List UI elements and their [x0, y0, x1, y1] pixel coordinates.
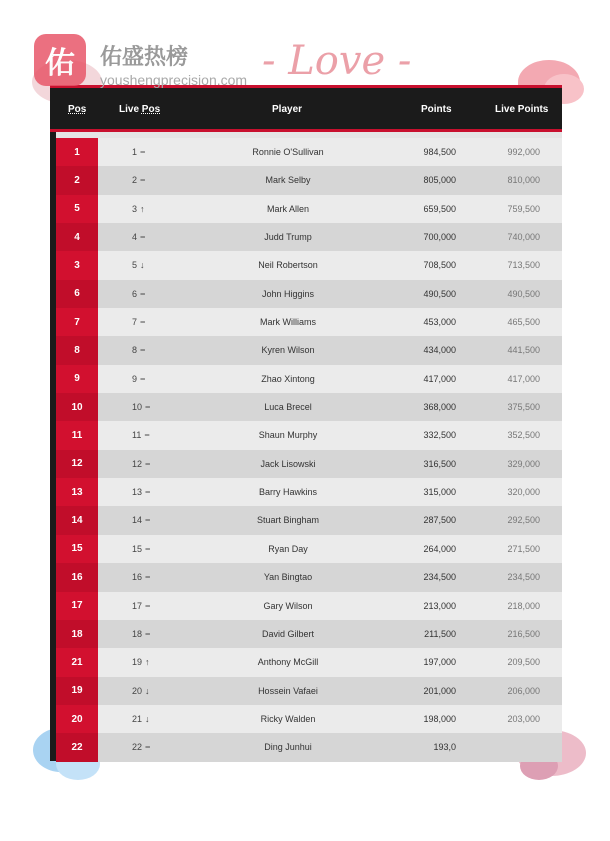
header-player: Player — [272, 104, 303, 115]
rank-cell: 6 — [56, 280, 98, 308]
rank-cell: 9 — [56, 365, 98, 393]
live-points-cell: 206,000 — [507, 685, 540, 696]
live-pos-cell — [132, 232, 145, 242]
movement-icon: − — [145, 572, 151, 583]
table-header — [50, 85, 562, 132]
points-cell: 193,0 — [433, 742, 456, 753]
table-row — [56, 166, 562, 194]
header-live-points: Live Points — [495, 104, 549, 115]
points-cell: 287,500 — [423, 515, 456, 526]
live-pos-value: 19 — [132, 657, 143, 668]
table-row — [56, 138, 562, 166]
movement-icon: ↓ — [145, 685, 150, 696]
live-pos-cell — [132, 175, 145, 185]
live-points-cell: 441,500 — [507, 345, 540, 356]
live-points-cell: 490,500 — [507, 288, 540, 299]
table-row — [56, 535, 562, 563]
table-body — [56, 138, 562, 762]
rank-cell: 18 — [56, 620, 98, 648]
player-name: Ronnie O'Sullivan — [252, 147, 324, 157]
live-pos-cell — [132, 402, 150, 412]
live-points-cell: 271,500 — [507, 543, 540, 554]
points-cell: 315,000 — [423, 487, 456, 498]
live-points-cell: 329,000 — [507, 458, 540, 469]
live-pos-cell — [132, 601, 150, 611]
live-points-cell: 740,000 — [507, 232, 540, 243]
points-cell: 434,000 — [423, 345, 456, 356]
rank-cell: 12 — [56, 450, 98, 478]
points-cell: 708,500 — [423, 260, 456, 271]
player-name: Barry Hawkins — [258, 487, 317, 498]
header-live-pos-word: Live — [119, 104, 140, 115]
live-points-cell: 216,500 — [507, 628, 540, 639]
love-tagline: - Love - — [262, 38, 412, 84]
live-pos-cell — [132, 487, 150, 497]
table-row — [56, 223, 562, 251]
live-pos-cell — [132, 289, 145, 299]
rank-cell: 16 — [56, 563, 98, 591]
live-points-cell: 218,000 — [507, 600, 540, 611]
live-points-cell: 209,500 — [507, 657, 540, 668]
live-pos-cell — [132, 459, 150, 469]
points-cell: 197,000 — [423, 657, 456, 668]
points-cell: 316,500 — [423, 458, 456, 469]
rank-cell: 5 — [56, 195, 98, 223]
live-pos-value: 16 — [132, 572, 143, 583]
points-cell: 368,000 — [423, 402, 456, 413]
player-name: Judd Trump — [264, 232, 312, 243]
live-pos-value: 13 — [132, 487, 143, 498]
rank-cell: 10 — [56, 393, 98, 421]
live-pos-cell — [132, 686, 150, 696]
table-row — [56, 705, 562, 733]
rank-cell: 3 — [56, 251, 98, 279]
live-pos-value: 17 — [132, 600, 143, 611]
points-cell: 984,500 — [423, 147, 456, 157]
live-pos-cell — [132, 742, 150, 752]
live-pos-value: 18 — [132, 628, 143, 639]
rank-cell: 19 — [56, 677, 98, 705]
table-row — [56, 677, 562, 705]
movement-icon: − — [145, 402, 151, 413]
rank-cell: 14 — [56, 506, 98, 534]
live-pos-value: 3 — [132, 203, 138, 214]
player-name: David Gilbert — [261, 628, 315, 639]
movement-icon: − — [140, 232, 146, 243]
header-pos[interactable]: Pos — [68, 104, 87, 115]
player-name: Ryan Day — [268, 543, 308, 554]
watermark-url: youshengprecision.com — [100, 72, 248, 88]
movement-icon: − — [145, 600, 151, 611]
movement-icon: ↑ — [145, 657, 150, 668]
live-pos-value: 6 — [132, 288, 138, 299]
live-pos-value: 10 — [132, 402, 143, 413]
live-pos-value: 14 — [132, 515, 143, 526]
player-name: Stuart Bingham — [256, 515, 320, 526]
player-name: John Higgins — [261, 288, 315, 299]
table-row — [56, 336, 562, 364]
movement-icon: − — [145, 742, 151, 753]
points-cell: 198,000 — [423, 713, 456, 724]
movement-icon: − — [140, 373, 146, 384]
live-pos-value: 8 — [132, 345, 138, 356]
rank-cell: 20 — [56, 705, 98, 733]
live-pos-cell — [132, 317, 145, 327]
header-points: Points — [421, 104, 452, 115]
movement-icon: ↓ — [145, 713, 150, 724]
header-live-pos-abbr: Pos — [141, 104, 161, 115]
live-pos-cell — [132, 714, 150, 724]
live-pos-cell — [132, 204, 145, 214]
rank-cell: 1 — [56, 138, 98, 166]
live-pos-cell — [132, 515, 150, 525]
rank-cell: 8 — [56, 336, 98, 364]
movement-icon: − — [145, 487, 151, 498]
movement-icon: − — [140, 317, 146, 328]
watermark-logo-char: 佑 — [45, 46, 75, 81]
player-name: Mark Williams — [260, 317, 316, 328]
player-name: Zhao Xintong — [261, 373, 315, 384]
live-pos-cell — [132, 374, 145, 384]
points-cell: 332,500 — [423, 430, 456, 441]
movement-icon: − — [145, 543, 151, 554]
live-points-cell: 234,500 — [507, 572, 540, 583]
movement-icon: − — [145, 458, 151, 469]
movement-icon: − — [140, 147, 146, 157]
table-row — [56, 280, 562, 308]
live-pos-cell — [132, 430, 150, 440]
rank-cell: 17 — [56, 592, 98, 620]
movement-icon: − — [140, 345, 146, 356]
rankings-table — [50, 85, 562, 761]
points-cell: 490,500 — [423, 288, 456, 299]
rank-cell: 13 — [56, 478, 98, 506]
live-pos-value: 5 — [132, 260, 138, 271]
player-name: Ricky Walden — [260, 713, 316, 724]
points-cell: 234,500 — [423, 572, 456, 583]
live-pos-value: 15 — [132, 543, 143, 554]
live-points-cell: 759,500 — [507, 203, 540, 214]
player-name: Mark Allen — [266, 203, 310, 214]
watermark-title: 佑盛热榜 — [100, 45, 189, 70]
movement-icon: ↓ — [140, 260, 145, 271]
movement-icon: − — [144, 430, 150, 441]
live-pos-cell — [132, 147, 145, 157]
table-row — [56, 450, 562, 478]
player-name: Yan Bingtao — [263, 572, 313, 583]
movement-icon: − — [140, 288, 146, 299]
player-name: Gary Wilson — [263, 600, 313, 611]
player-name: Anthony McGill — [257, 657, 319, 668]
live-points-cell: 352,500 — [507, 430, 540, 441]
movement-icon: − — [140, 175, 146, 186]
table-row — [56, 308, 562, 336]
table-row — [56, 478, 562, 506]
live-pos-cell — [132, 657, 150, 667]
rank-cell: 21 — [56, 648, 98, 676]
live-pos-value: 2 — [132, 175, 138, 186]
live-points-cell: 375,500 — [507, 402, 540, 413]
player-name: Ding Junhui — [264, 742, 312, 753]
table-row — [56, 733, 562, 761]
live-pos-cell — [132, 345, 145, 355]
points-cell: 213,000 — [423, 600, 456, 611]
live-pos-value: 9 — [132, 373, 138, 384]
player-name: Hossein Vafaei — [258, 685, 318, 696]
live-pos-value: 20 — [132, 685, 143, 696]
live-pos-value: 21 — [132, 713, 143, 724]
live-points-cell: 810,000 — [507, 175, 540, 186]
points-cell: 417,000 — [423, 373, 456, 384]
rank-cell: 15 — [56, 535, 98, 563]
points-cell: 700,000 — [423, 232, 456, 243]
table-row — [56, 648, 562, 676]
live-pos-value: 7 — [132, 317, 138, 328]
live-points-cell: 465,500 — [507, 317, 540, 328]
live-points-cell: 292,500 — [507, 515, 540, 526]
live-pos-cell — [132, 260, 145, 270]
live-pos-value: 1 — [132, 147, 138, 157]
movement-icon: − — [145, 628, 151, 639]
table-row — [56, 365, 562, 393]
live-pos-value: 12 — [132, 458, 143, 469]
rank-cell: 2 — [56, 166, 98, 194]
live-points-cell: 713,500 — [507, 260, 540, 271]
live-points-cell: 992,000 — [507, 147, 540, 157]
live-pos-value: 4 — [132, 232, 138, 243]
header-live-pos[interactable] — [119, 104, 160, 115]
movement-icon: ↑ — [140, 203, 145, 214]
player-name: Mark Selby — [265, 175, 311, 186]
points-cell: 453,000 — [423, 317, 456, 328]
live-points-cell: 320,000 — [507, 487, 540, 498]
table-row — [56, 563, 562, 591]
live-pos-value: 22 — [132, 742, 143, 753]
rank-cell: 4 — [56, 223, 98, 251]
live-points-cell: 203,000 — [507, 713, 540, 724]
table-row — [56, 251, 562, 279]
live-pos-cell — [132, 629, 150, 639]
points-cell: 201,000 — [423, 685, 456, 696]
live-pos-cell — [132, 544, 150, 554]
points-cell: 211,500 — [424, 628, 456, 639]
points-cell: 659,500 — [423, 203, 456, 214]
player-name: Shaun Murphy — [258, 430, 318, 441]
rank-cell: 22 — [56, 733, 98, 761]
rank-cell: 11 — [56, 421, 98, 449]
live-pos-value: 11 — [132, 430, 142, 441]
points-cell: 264,000 — [423, 543, 456, 554]
rank-cell: 7 — [56, 308, 98, 336]
table-row — [56, 592, 562, 620]
live-pos-cell — [132, 572, 150, 582]
table-row — [56, 620, 562, 648]
player-name: Neil Robertson — [258, 260, 318, 271]
watermark-logo — [34, 34, 86, 86]
movement-icon: − — [145, 515, 151, 526]
player-name: Jack Lisowski — [260, 458, 316, 469]
live-points-cell: 417,000 — [507, 373, 540, 384]
table-row — [56, 393, 562, 421]
table-row — [56, 506, 562, 534]
player-name: Luca Brecel — [264, 402, 312, 413]
points-cell: 805,000 — [423, 175, 456, 186]
player-name: Kyren Wilson — [261, 345, 315, 356]
table-row — [56, 195, 562, 223]
table-row — [56, 421, 562, 449]
